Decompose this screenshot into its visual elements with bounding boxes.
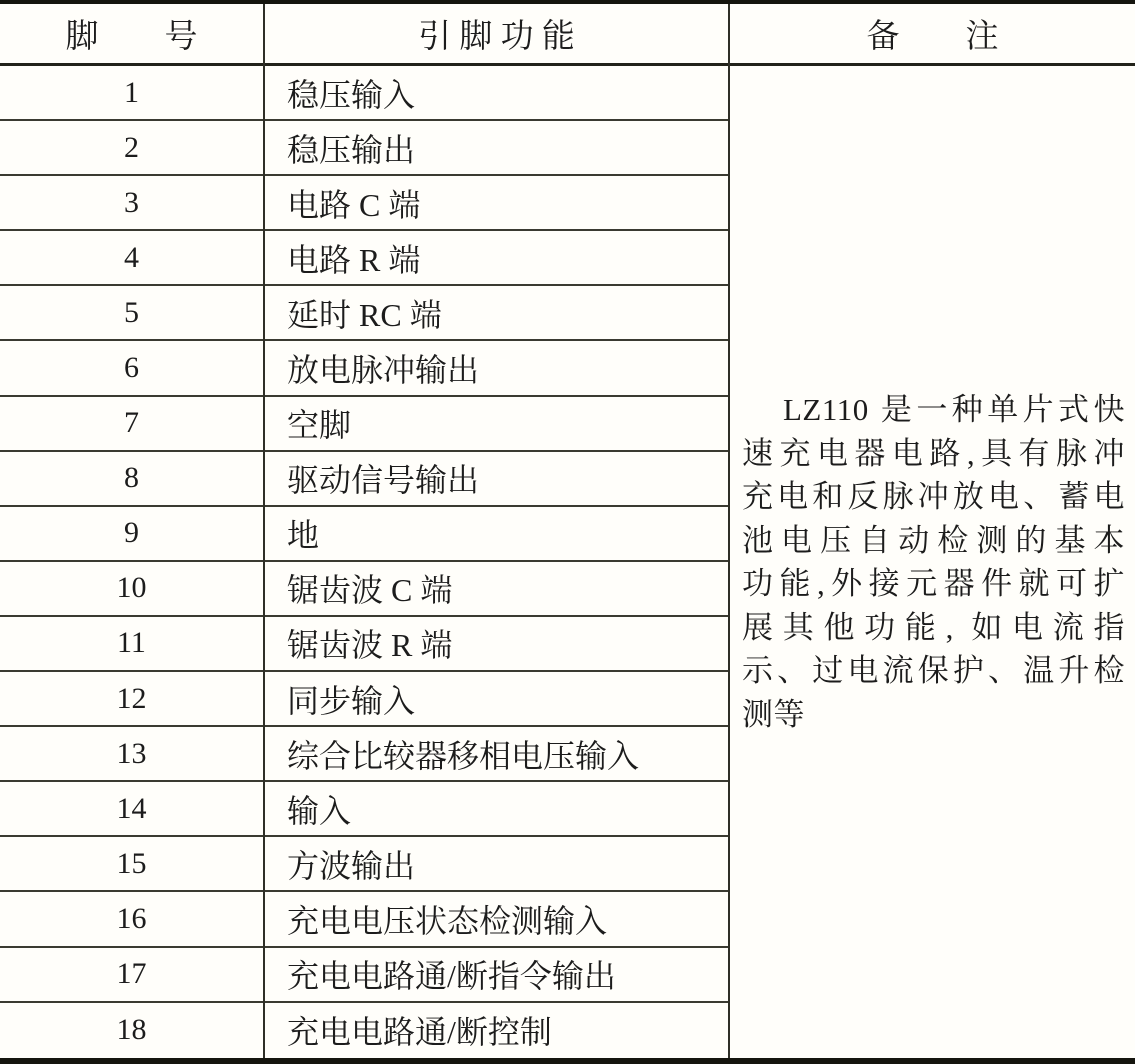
pin-number-cell: 1 <box>0 66 263 121</box>
remark-line: 示、过电流保护、温升检 <box>742 653 1125 688</box>
pin-function-cell: 方波输出 <box>265 837 728 892</box>
pin-function-cell: 锯齿波 C 端 <box>265 562 728 617</box>
pin-function-header: 引 脚 功 能 <box>265 4 728 66</box>
pin-number-cell: 8 <box>0 452 263 507</box>
remark-line: 测等 <box>742 696 805 732</box>
pin-number-cell: 4 <box>0 231 263 286</box>
remark-line: 展其他功能, 如电流指 <box>742 609 1125 645</box>
pin-function-cell: 充电电压状态检测输入 <box>265 892 728 947</box>
pin-number-cell: 18 <box>116 1013 147 1047</box>
pin-function-cell: 充电电路通/断控制 <box>287 1014 552 1051</box>
pin-number-cell: 15 <box>0 837 263 892</box>
pin-function-cell: 锯齿波 R 端 <box>265 617 728 672</box>
remark-line: 充电和反脉冲放电、蓄电 <box>742 479 1125 514</box>
pin-function-cell: 同步输入 <box>265 672 728 727</box>
pin-function-cell: 驱动信号输出 <box>265 452 728 507</box>
function-column-rows <box>265 66 728 1058</box>
pin-number-cell: 11 <box>0 617 263 672</box>
pin-function-cell: 放电脉冲输出 <box>265 341 728 396</box>
pin-function-cell: 电路 R 端 <box>265 231 728 286</box>
pin-number-cell: 17 <box>0 948 263 1003</box>
pin-number-cell: 7 <box>0 397 263 452</box>
remark-column <box>730 4 1135 1058</box>
pin-number-cell: 10 <box>0 562 263 617</box>
pin-number-cell: 3 <box>0 176 263 231</box>
pin-function-cell: 空脚 <box>265 397 728 452</box>
remark-line: LZ110 是一种单片式快 <box>783 392 1125 427</box>
remark-line: 速充电器电路,具有脉冲 <box>742 435 1125 471</box>
pin-function-cell: 综合比较器移相电压输入 <box>265 727 728 782</box>
pin-number-cell: 13 <box>0 727 263 782</box>
pin-number-cell: 5 <box>0 286 263 341</box>
pin-function-cell: 稳压输出 <box>265 121 728 176</box>
pin-function-cell: 延时 RC 端 <box>265 286 728 341</box>
remark-line: 功能,外接元器件就可扩 <box>742 566 1125 601</box>
pin-number-cell: 2 <box>0 121 263 176</box>
pin-function-cell: 电路 C 端 <box>265 176 728 231</box>
remark-text <box>730 66 1135 1058</box>
pin-function-cell: 地 <box>265 507 728 562</box>
pin-column-rows <box>0 66 263 1058</box>
pin-function-cell: 充电电路通/断指令输出 <box>265 948 728 1003</box>
pin-number-column <box>0 4 265 1058</box>
pin-number-cell: 12 <box>0 672 263 727</box>
pin-function-cell: 稳压输入 <box>265 66 728 121</box>
pin-number-cell: 9 <box>0 507 263 562</box>
remark-line: 池电压自动检测的基本 <box>742 522 1125 558</box>
pin-number-cell: 16 <box>0 892 263 947</box>
pin-number-cell: 14 <box>0 782 263 837</box>
pin-number-header: 脚 号 <box>0 4 263 66</box>
pin-function-column <box>265 4 730 1058</box>
pin-function-cell: 输入 <box>265 782 728 837</box>
pin-number-cell: 6 <box>0 341 263 396</box>
remark-header: 备 注 <box>730 4 1135 66</box>
